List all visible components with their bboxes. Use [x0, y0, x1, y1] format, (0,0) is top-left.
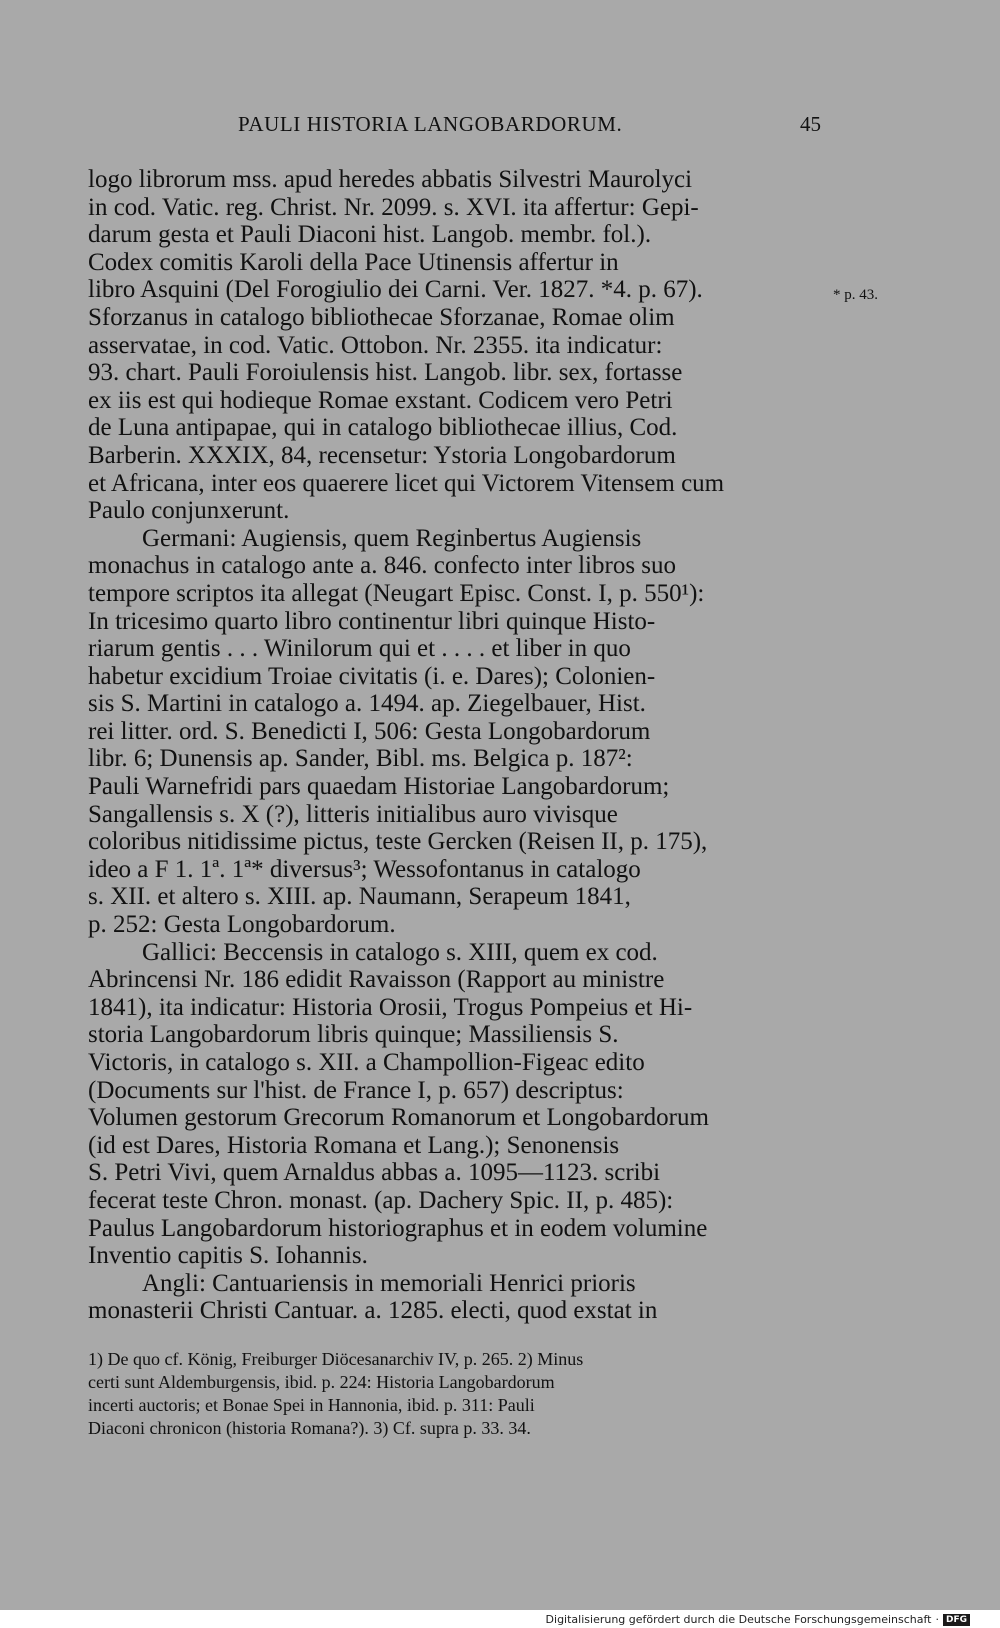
- text-line: storia Langobardorum libris quinque; Massiliensis S.: [88, 1021, 619, 1049]
- text-line: Sangallensis s. X (?), litteris initialibus auro vivisque: [88, 800, 618, 828]
- text-line: Codex comitis Karoli della Pace Utinensis affertur in: [88, 248, 619, 276]
- text-line: darum gesta et Pauli Diaconi hist. Langob. membr. fol.).: [88, 221, 652, 249]
- text-line: Volumen gestorum Grecorum Romanorum et Longobardorum: [88, 1104, 709, 1132]
- text-line: Gallici: Beccensis in catalogo s. XIII, quem ex cod.: [142, 938, 658, 966]
- text-line: logo librorum mss. apud heredes abbatis Silvestri Maurolyci: [88, 166, 693, 193]
- text-line: Germani: Augiensis, quem Reginbertus Augiensis: [142, 524, 642, 552]
- footnotes: [88, 1348, 828, 1440]
- footnote-line: Diaconi chronicon (historia Romana?). 3) Cf. supra p. 33. 34.: [88, 1418, 531, 1438]
- text-line: Pauli Warnefridi pars quaedam Historiae Langobardorum;: [88, 773, 670, 801]
- text-line: Paulo conjunxerunt.: [88, 497, 290, 525]
- text-line: 93. chart. Pauli Foroiulensis hist. Langob. libr. sex, fortasse: [88, 359, 683, 387]
- text-line: habetur excidium Troiae civitatis (i. e. Dares); Colonien-: [88, 662, 656, 690]
- running-header: PAULI HISTORIA LANGOBARDORUM.: [238, 112, 623, 136]
- footnote-line: incerti auctoris; et Bonae Spei in Hannonia, ibid. p. 311: Pauli: [88, 1395, 535, 1415]
- text-line: coloribus nitidissime pictus, teste Gercken (Reisen II, p. 175),: [88, 828, 708, 856]
- text-line: monachus in catalogo ante a. 846. confecto inter libros suo: [88, 552, 677, 580]
- body-text: [88, 166, 824, 1325]
- credit-text: Digitalisierung gefördert durch die Deutsche Forschungsgemeinschaft: [545, 1613, 932, 1626]
- digitization-credit: Digitalisierung gefördert durch die Deutsche Forschungsgemeinschaft · DFG: [546, 1613, 970, 1626]
- text-line: (Documents sur l'hist. de France I, p. 657) descriptus:: [88, 1076, 624, 1104]
- text-line: in cod. Vatic. reg. Christ. Nr. 2099. s. XVI. ita affertur: Gepi-: [88, 193, 699, 221]
- text-line: ex iis est qui hodieque Romae exstant. Codicem vero Petri: [88, 386, 673, 414]
- text-line: monasterii Christi Cantuar. a. 1285. electi, quod exstat in: [88, 1297, 658, 1325]
- text-line: Angli: Cantuariensis in memoriali Henrici prioris: [142, 1269, 636, 1297]
- text-line: Paulus Langobardorum historiographus et in eodem volumine: [88, 1214, 708, 1242]
- margin-note: * p. 43.: [833, 287, 878, 303]
- text-line: libr. 6; Dunensis ap. Sander, Bibl. ms. Belgica p. 187²:: [88, 745, 633, 773]
- text-line: fecerat teste Chron. monast. (ap. Dachery Spic. II, p. 485):: [88, 1186, 674, 1214]
- text-line: Barberin. XXXIX, 84, recensetur: Ystoria Longobardorum: [88, 441, 676, 469]
- text-line: de Luna antipapae, qui in catalogo bibliothecae illius, Cod.: [88, 414, 678, 442]
- text-line: libro Asquini (Del Forogiulio dei Carni. Ver. 1827. *4. p. 67).: [88, 276, 703, 304]
- text-line: sis S. Martini in catalogo a. 1494. ap. Ziegelbauer, Hist.: [88, 690, 646, 718]
- text-line: p. 252: Gesta Longobardorum.: [88, 911, 396, 939]
- text-line: S. Petri Vivi, quem Arnaldus abbas a. 1095—1123. scribi: [88, 1159, 661, 1187]
- text-line: Victoris, in catalogo s. XII. a Champollion-Figeac edito: [88, 1049, 645, 1076]
- text-line: et Africana, inter eos quaerere licet qui Victorem Vitensem cum: [88, 469, 725, 497]
- text-line: asservatae, in cod. Vatic. Ottobon. Nr. 2355. ita indicatur:: [88, 331, 663, 359]
- text-line: (id est Dares, Historia Romana et Lang.); Senonensis: [88, 1131, 620, 1159]
- text-line: 1841), ita indicatur: Historia Orosii, Trogus Pompeius et Hi-: [88, 993, 693, 1021]
- text-line: Sforzanus in catalogo bibliothecae Sforzanae, Romae olim: [88, 303, 675, 331]
- footnote-line: certi sunt Aldemburgensis, ibid. p. 224: Historia Langobardorum: [88, 1372, 555, 1392]
- footnote-line: 1) De quo cf. König, Freiburger Diöcesanarchiv IV, p. 265. 2) Minus: [88, 1349, 584, 1369]
- dfg-logo: DFG: [943, 1614, 970, 1626]
- text-line: ideo a F 1. 1ª. 1ª* diversus³; Wessofontanus in catalogo: [88, 855, 641, 883]
- text-line: Abrincensi Nr. 186 edidit Ravaisson (Rapport au ministre: [88, 966, 665, 994]
- text-line: tempore scriptos ita allegat (Neugart Episc. Const. I, p. 550¹):: [88, 579, 705, 607]
- text-line: In tricesimo quarto libro continentur libri quinque Histo-: [88, 607, 656, 635]
- page-number: 45: [800, 112, 821, 136]
- text-line: Inventio capitis S. Iohannis.: [88, 1242, 368, 1270]
- text-line: rei litter. ord. S. Benedicti I, 506: Gesta Longobardorum: [88, 717, 651, 745]
- text-line: s. XII. et altero s. XIII. ap. Naumann, Serapeum 1841,: [88, 883, 631, 911]
- text-line: riarum gentis . . . Winilorum qui et . . . . et liber in quo: [88, 635, 631, 663]
